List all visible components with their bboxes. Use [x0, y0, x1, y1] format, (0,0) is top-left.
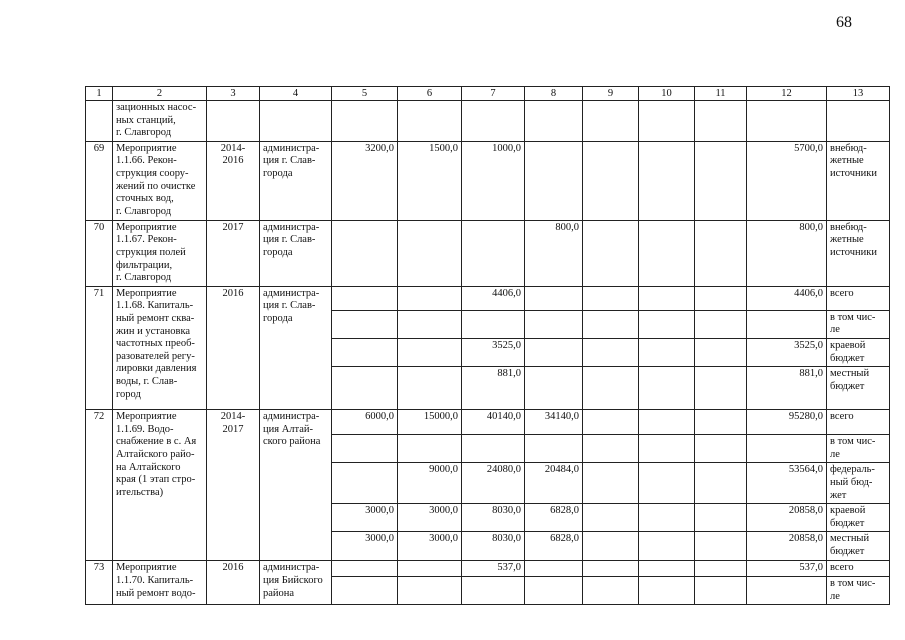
text-line: воды, г. Слав- — [116, 375, 178, 387]
column-header-row — [86, 87, 890, 101]
text-line: 2014- — [220, 411, 246, 423]
funding-source — [827, 410, 890, 435]
amount-col7: 881,0 — [462, 367, 525, 410]
text-line: 1.1.69. Водо- — [116, 423, 174, 435]
text-line: жет — [830, 489, 847, 501]
text-line: частотных преоб- — [116, 338, 195, 350]
text-line: 2016 — [222, 155, 244, 167]
amount-total: 4406,0 — [747, 286, 827, 310]
col-header: 10 — [639, 87, 695, 101]
text-line: федераль- — [830, 464, 875, 476]
text-line: ле — [830, 448, 840, 460]
amount-total: 20858,0 — [747, 504, 827, 532]
text-line: источники — [830, 167, 877, 179]
text-line: местный — [830, 368, 870, 380]
text-line: ный ремонт водо- — [116, 587, 196, 599]
table-row — [86, 410, 890, 435]
amount-col7: 537,0 — [462, 561, 525, 577]
row-number: 70 — [86, 220, 113, 286]
text-line: в том чис- — [830, 577, 876, 589]
text-line: всего — [830, 287, 854, 299]
funding-source — [827, 310, 890, 338]
amount-col7: 4406,0 — [462, 286, 525, 310]
amount-total: 3525,0 — [747, 338, 827, 366]
text-line: г. Славгород — [116, 272, 172, 284]
amount-total: 537,0 — [747, 561, 827, 577]
text-line: бюджет — [830, 545, 865, 557]
funding-source — [827, 576, 890, 604]
period — [207, 410, 260, 561]
amount-col8: 6828,0 — [525, 532, 583, 561]
text-line: лировки давления — [116, 363, 197, 375]
text-line: 1.1.68. Капиталь- — [116, 300, 194, 312]
amount-col5: 3000,0 — [332, 532, 398, 561]
text-line: ция г. Слав- — [263, 234, 316, 246]
measure-name — [113, 286, 207, 409]
text-line: жений по очистке — [116, 180, 196, 192]
funding-source — [827, 561, 890, 577]
funding-source — [827, 220, 890, 286]
text-line: в том чис- — [830, 436, 876, 448]
text-line: Мероприятие — [116, 221, 177, 233]
amount-total: 20858,0 — [747, 532, 827, 561]
text-line: администра- — [263, 562, 320, 574]
executor — [260, 410, 332, 561]
executor — [260, 141, 332, 220]
amount-total: 800,0 — [747, 220, 827, 286]
amount-col7: 8030,0 — [462, 532, 525, 561]
amount-col7: 40140,0 — [462, 410, 525, 435]
col-header: 3 — [207, 87, 260, 101]
text-line: 1.1.67. Рекон- — [116, 234, 177, 246]
text-line: бюджет — [830, 517, 865, 529]
measure-name — [113, 101, 207, 142]
text-line: краевой — [830, 505, 866, 517]
program-table — [85, 86, 890, 605]
text-line: ле — [830, 324, 840, 336]
col-header: 12 — [747, 87, 827, 101]
funding-source — [827, 286, 890, 310]
text-line: внебюд- — [830, 142, 867, 154]
col-header: 6 — [398, 87, 462, 101]
col-header: 11 — [695, 87, 747, 101]
funding-source — [827, 435, 890, 463]
text-line: г. Славгород — [116, 205, 172, 217]
amount-col7: 1000,0 — [462, 141, 525, 220]
text-line: струкция соору- — [116, 167, 189, 179]
period: 2016 — [207, 561, 260, 605]
text-line: фильтрации, — [116, 259, 173, 271]
executor — [260, 561, 332, 605]
text-line: г. Славгород — [116, 127, 172, 139]
col-header: 7 — [462, 87, 525, 101]
text-line: ского района — [263, 436, 321, 448]
text-line: Мероприятие — [116, 411, 177, 423]
text-line: администра- — [263, 411, 320, 423]
text-line: на Алтайского — [116, 461, 181, 473]
text-line: Алтайского райо- — [116, 448, 195, 460]
text-line: 2017 — [222, 423, 244, 435]
amount-col5: 6000,0 — [332, 410, 398, 435]
text-line: бюджет — [830, 352, 865, 364]
col-header: 13 — [827, 87, 890, 101]
funding-source — [827, 532, 890, 561]
row-number: 71 — [86, 286, 113, 409]
text-line: сточных вод, — [116, 193, 174, 205]
text-line: внебюд- — [830, 221, 867, 233]
amount-total: 5700,0 — [747, 141, 827, 220]
table-row — [86, 101, 890, 142]
amount-col5: 3200,0 — [332, 141, 398, 220]
text-line: жетные — [830, 234, 864, 246]
table-row — [86, 141, 890, 220]
amount-total: 95280,0 — [747, 410, 827, 435]
funding-source — [827, 463, 890, 504]
text-line: Мероприятие — [116, 287, 177, 299]
table-row — [86, 286, 890, 310]
text-line: жин и установка — [116, 325, 191, 337]
executor — [260, 220, 332, 286]
funding-source — [827, 504, 890, 532]
executor — [260, 286, 332, 409]
amount-col5: 3000,0 — [332, 504, 398, 532]
amount-col8: 6828,0 — [525, 504, 583, 532]
text-line: Мероприятие — [116, 142, 177, 154]
text-line: ительства) — [116, 486, 164, 498]
text-line: город — [116, 388, 141, 400]
text-line: края (1 этап стро- — [116, 474, 196, 486]
measure-name — [113, 220, 207, 286]
funding-source — [827, 141, 890, 220]
text-line: снабжение в с. Ая — [116, 436, 197, 448]
text-line: администра- — [263, 221, 320, 233]
amount-col6: 3000,0 — [398, 504, 462, 532]
text-line: краевой — [830, 339, 866, 351]
period: 2016 — [207, 286, 260, 409]
measure-name — [113, 141, 207, 220]
text-line: района — [263, 587, 295, 599]
text-line: зационных насос- — [116, 102, 197, 113]
text-line: ция Бийского — [263, 574, 323, 586]
row-number: 69 — [86, 141, 113, 220]
text-line: в том чис- — [830, 311, 876, 323]
col-header: 2 — [113, 87, 207, 101]
text-line: бюджет — [830, 380, 865, 392]
text-line: местный — [830, 533, 870, 545]
text-line: источники — [830, 246, 877, 258]
text-line: всего — [830, 411, 854, 423]
text-line: ция Алтай- — [263, 423, 314, 435]
amount-col6: 3000,0 — [398, 532, 462, 561]
funding-source — [827, 338, 890, 366]
table-row — [86, 220, 890, 286]
row-number: 73 — [86, 561, 113, 605]
text-line: администра- — [263, 142, 320, 154]
amount-col8: 800,0 — [525, 220, 583, 286]
text-line: Мероприятие — [116, 562, 177, 574]
amount-total: 53564,0 — [747, 463, 827, 504]
text-line: города — [263, 167, 293, 179]
page-number: 68 — [836, 14, 852, 31]
amount-col7: 8030,0 — [462, 504, 525, 532]
col-header: 9 — [583, 87, 639, 101]
text-line: жетные — [830, 155, 864, 167]
text-line: струкция полей — [116, 246, 186, 258]
amount-col6: 15000,0 — [398, 410, 462, 435]
col-header: 1 — [86, 87, 113, 101]
text-line: города — [263, 246, 293, 258]
amount-col8: 20484,0 — [525, 463, 583, 504]
amount-col6: 9000,0 — [398, 463, 462, 504]
text-line: разователей регу- — [116, 350, 195, 362]
amount-col7: 24080,0 — [462, 463, 525, 504]
period: 2017 — [207, 220, 260, 286]
text-line: города — [263, 312, 293, 324]
text-line: 1.1.66. Рекон- — [116, 155, 177, 167]
text-line: ция г. Слав- — [263, 155, 316, 167]
col-header: 4 — [260, 87, 332, 101]
text-line: 1.1.70. Капиталь- — [116, 574, 194, 586]
measure-name — [113, 561, 207, 605]
period — [207, 141, 260, 220]
measure-name — [113, 410, 207, 561]
row-number: 72 — [86, 410, 113, 561]
text-line: администра- — [263, 287, 320, 299]
amount-col7: 3525,0 — [462, 338, 525, 366]
amount-col6: 1500,0 — [398, 141, 462, 220]
col-header: 8 — [525, 87, 583, 101]
text-line: ный бюд- — [830, 476, 873, 488]
text-line: 2014- — [220, 142, 246, 154]
text-line: ле — [830, 590, 840, 602]
funding-source — [827, 367, 890, 410]
amount-col8: 34140,0 — [525, 410, 583, 435]
text-line: ных станций, — [116, 114, 176, 126]
text-line: всего — [830, 562, 854, 574]
text-line: ный ремонт сква- — [116, 312, 195, 324]
text-line: ция г. Слав- — [263, 300, 316, 312]
amount-total: 881,0 — [747, 367, 827, 410]
col-header: 5 — [332, 87, 398, 101]
table-row — [86, 561, 890, 577]
